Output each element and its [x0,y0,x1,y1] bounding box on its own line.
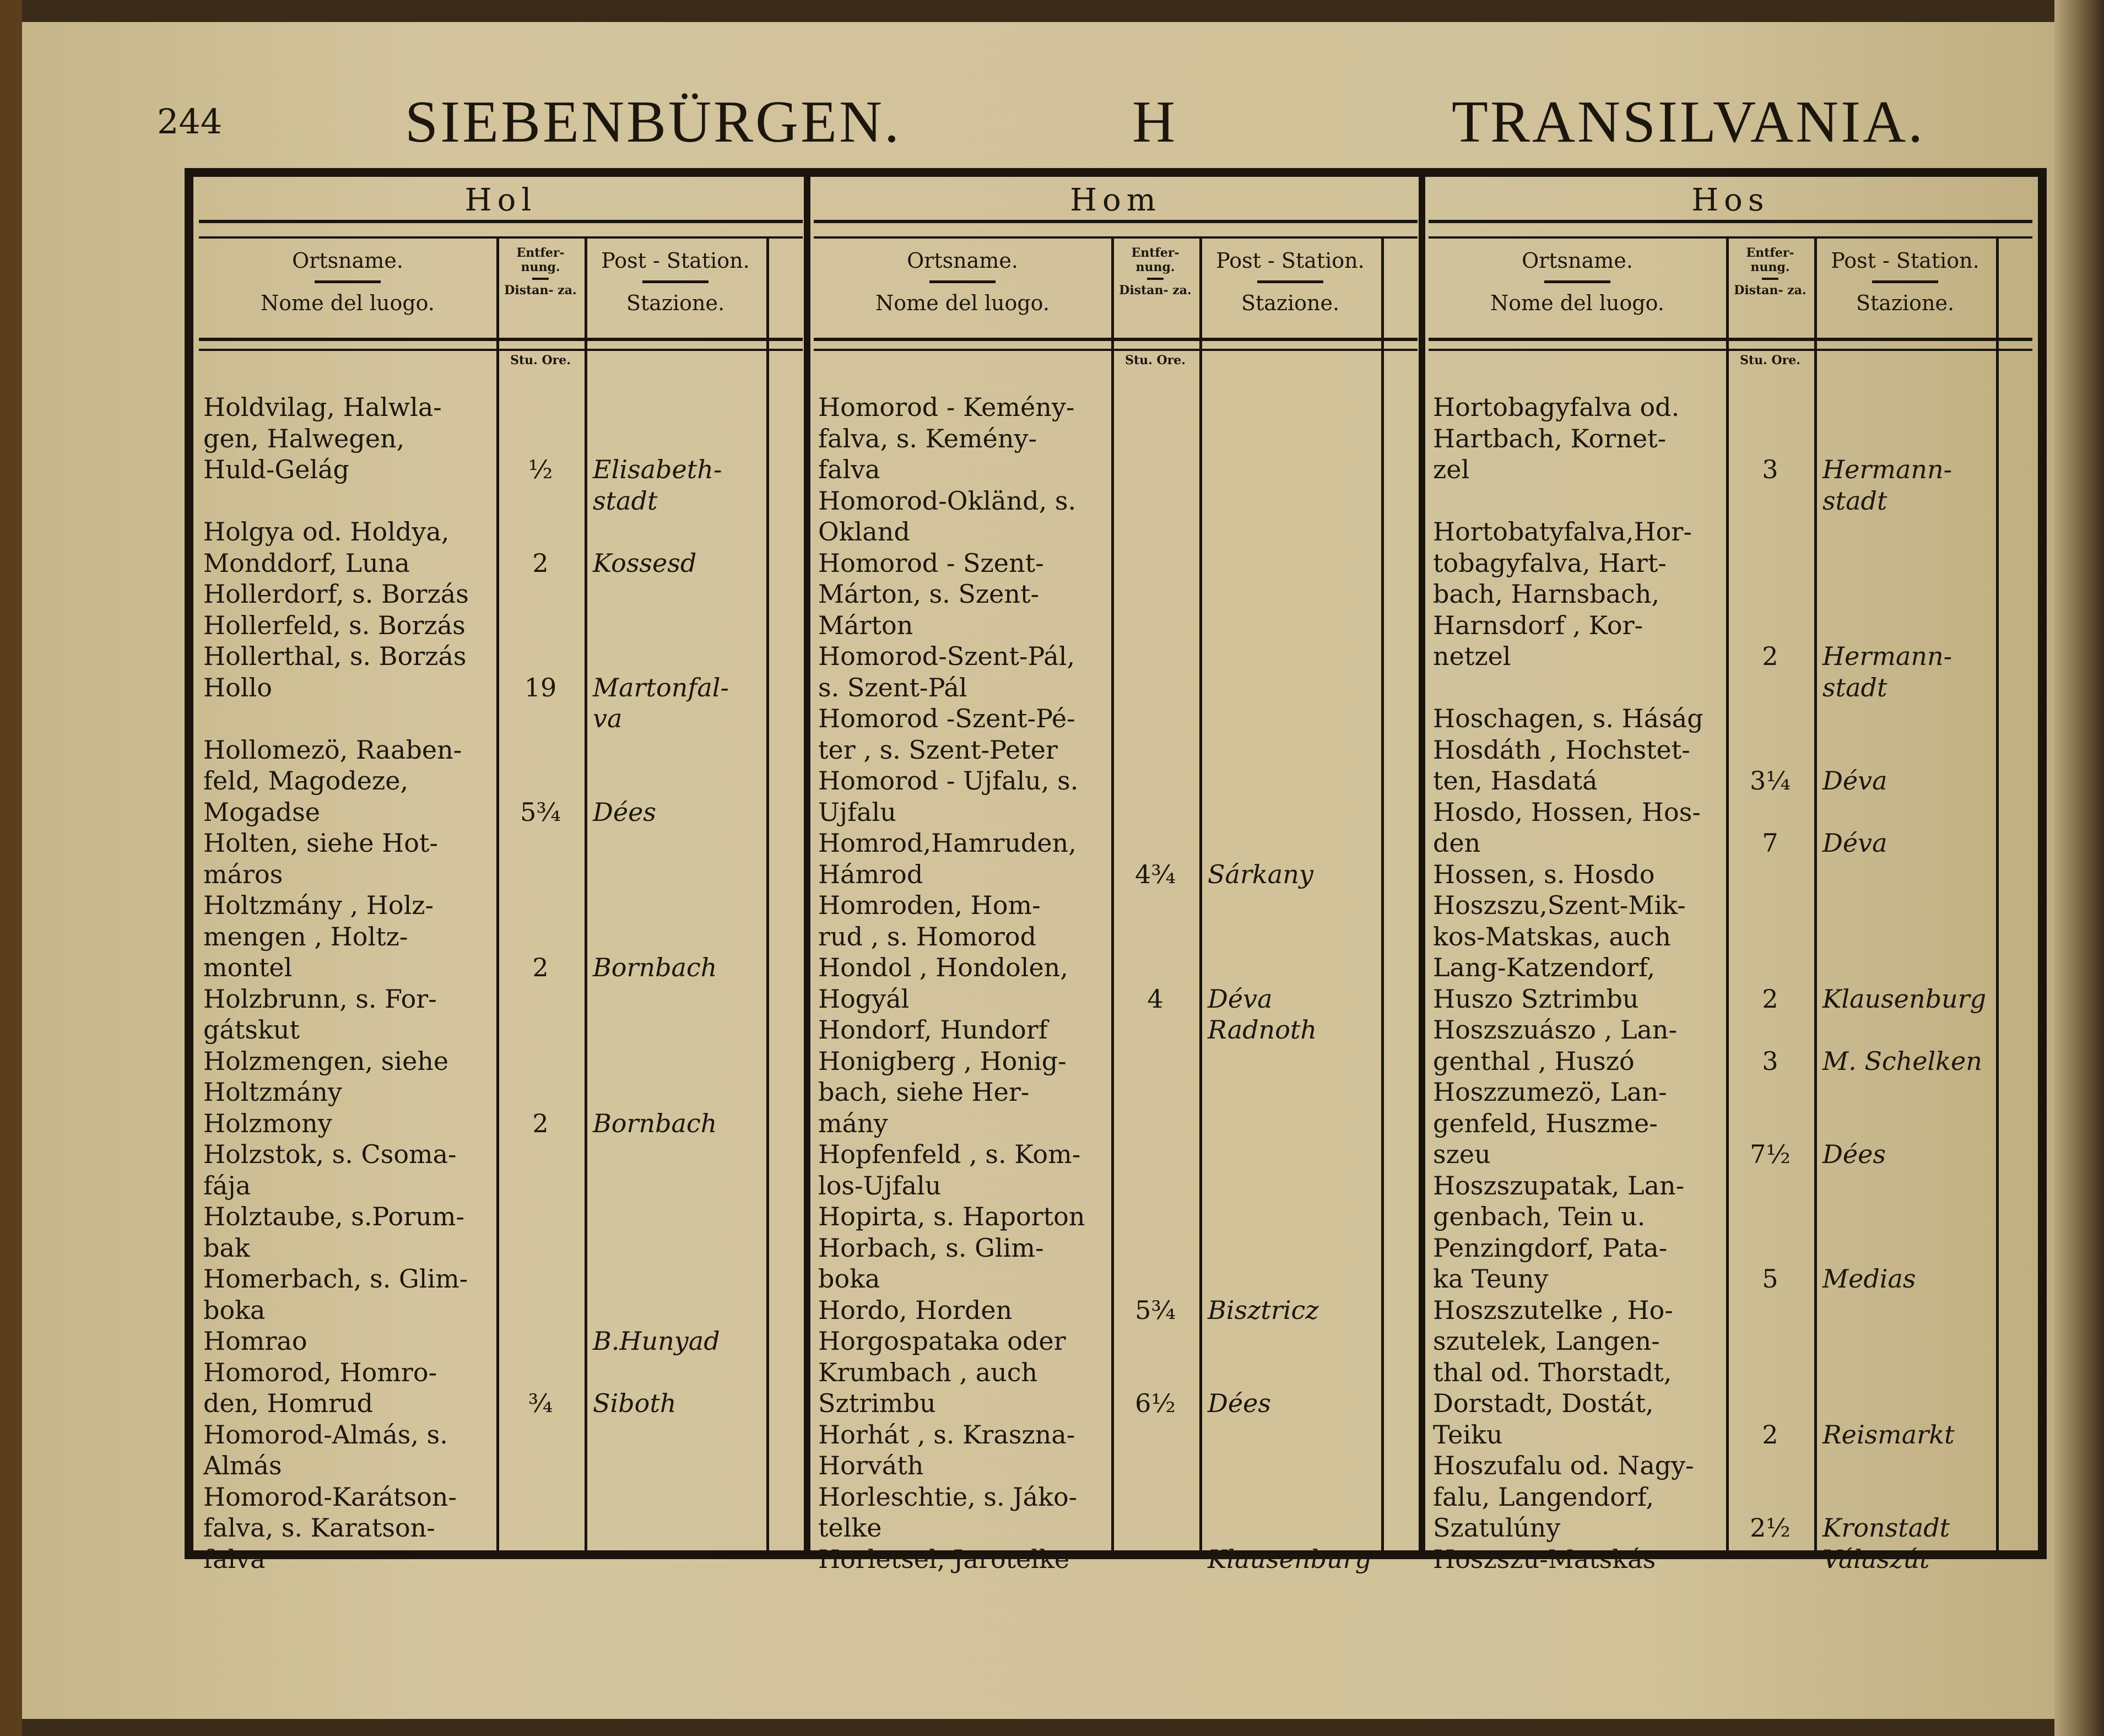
place-name: bach, Harnsbach, [1433,579,1660,609]
place-name: Hortobagyfalva od. [1433,392,1680,422]
place-name: Homorod-Karátson- [203,1481,457,1512]
column-header-dist-it: Distan- za. [1119,283,1192,298]
header-divider [1257,280,1323,283]
place-name: falva, s. Kemény- [818,423,1037,453]
gazetteer-table [185,168,2047,1574]
distance-value: 3¼ [1750,766,1791,796]
header-rule [1429,236,2032,239]
place-name: Hondol , Hondolen, [818,953,1068,982]
place-name: Hossen, s. Hosdo [1433,859,1655,889]
place-name: Hoszszupatak, Lan- [1433,1170,1685,1200]
place-name: mány [818,1108,888,1138]
place-name: den [1433,828,1481,858]
place-name: Huld-Gelág [203,455,349,484]
table-section-hom [814,177,1418,1574]
post-station: Dées [593,797,656,827]
place-name: Holzmony [203,1108,332,1138]
place-name: feld, Magodeze, [203,766,409,796]
header-divider [315,280,381,283]
place-name: Homrao [203,1326,307,1356]
column-header-name-de: Ortsname. [292,248,403,273]
post-station: Bornbach [593,1108,717,1138]
place-name: Horgospataka oder [818,1326,1066,1356]
place-name: falva [203,1544,266,1574]
column-header-distance [1111,246,1199,298]
place-name: Holzstok, s. Csoma- [203,1139,457,1169]
place-name: Honigberg , Honig- [818,1046,1067,1076]
place-name: Holzmengen, siehe [203,1046,449,1076]
post-station: Déva [1822,828,1887,858]
post-station: Válaszút [1822,1544,1930,1574]
distance-unit: Stu. Ore. [1740,353,1800,367]
place-name: kos-Matskas, auch [1433,921,1671,951]
column-header-dist-it: Distan- za. [1734,283,1806,298]
place-name: Horbach, s. Glim- [818,1232,1044,1263]
place-name: los-Ujfalu [818,1170,942,1200]
column-header-post-it: Stazione. [626,291,725,315]
post-station: stadt [1822,485,1887,516]
place-name: fája [203,1170,251,1200]
place-name: montel [203,953,293,982]
place-name: Horletsel, Jarotelke [818,1544,1070,1574]
place-name: Lang-Katzendorf, [1433,953,1656,982]
place-name: Hosdo, Hossen, Hos- [1433,797,1701,827]
header-divider [1147,278,1164,280]
place-name: Hortobatyfalva,Hor- [1433,517,1692,547]
distance-value: 2 [532,953,549,982]
column-divider [766,236,769,1550]
header-divider [642,280,708,283]
title-italian: TRANSILVANIA. [1452,89,1925,155]
place-name: szeu [1433,1139,1491,1169]
place-name: Holdvilag, Halwla- [203,392,442,422]
place-name: Holgya od. Holdya, [203,517,450,547]
column-header-dist-de: Entfer- nung. [516,246,565,274]
place-name: Hoszszu,Szent-Mik- [1433,890,1686,920]
header-rule [199,349,803,351]
post-station: Siboth [593,1388,677,1418]
distance-value: 7½ [1750,1139,1791,1169]
column-header-dist-de: Entfer- nung. [1746,246,1794,274]
distance-value: 4¾ [1135,859,1176,889]
post-station: Kronstadt [1822,1513,1950,1543]
title-german: SIEBENBÜRGEN. [405,89,902,155]
place-name: Hoschagen, s. Háság [1433,704,1703,733]
table-section-hol [199,177,803,1574]
place-name: Hoszszu-Matskás [1433,1544,1656,1574]
place-name: Dorstadt, Dostát, [1433,1388,1654,1418]
distance-value: 3 [1762,1046,1778,1076]
place-name: Hollerthal, s. Borzás [203,641,467,671]
post-station: Medias [1822,1264,1916,1294]
place-name: thal od. Thorstadt, [1433,1357,1672,1387]
column-divider [1726,236,1729,1550]
header-rule [199,220,803,223]
place-name: Teiku [1433,1419,1503,1450]
post-station: stadt [593,485,658,516]
header-rule [1429,349,2032,351]
table-section-hos [1429,177,2032,1574]
place-name: Krumbach , auch [818,1357,1038,1387]
distance-value: 2½ [1750,1513,1791,1543]
place-name: Mogadse [203,797,320,827]
column-header-post-it: Stazione. [1241,291,1340,315]
column-header-distance [1726,246,1814,298]
column-header-distance [496,246,585,298]
place-name: mengen , Holtz- [203,921,408,951]
place-name: Márton [818,610,913,640]
distance-value: ½ [528,455,553,484]
place-name: Hámrod [818,859,923,889]
post-station: Kossesd [593,548,697,578]
place-name: Hollomezö, Raaben- [203,734,462,765]
place-name: Hosdáth , Hochstet- [1433,734,1690,765]
place-name: ter , s. Szent-Peter [818,734,1058,765]
place-name: szutelek, Langen- [1433,1326,1660,1356]
place-name: Ujfalu [818,797,896,827]
place-name: Hollerdorf, s. Borzás [203,579,469,609]
place-name: Homorod-Almás, s. [203,1419,448,1450]
place-name: boka [203,1295,266,1325]
column-header-dist-it: Distan- za. [504,283,577,298]
distance-value: 5¾ [520,797,561,827]
column-header-post-it: Stazione. [1856,291,1955,315]
place-name: Harnsdorf , Kor- [1433,610,1643,640]
header-rule [814,236,1418,239]
column-header-post-de: Post - Station. [1216,248,1365,273]
place-name: Homorod, Homro- [203,1357,437,1387]
book-page-gutter [2054,0,2104,1736]
place-name: Horváth [818,1451,924,1480]
header-rule [814,349,1418,351]
post-station: Sárkany [1208,859,1313,889]
place-name: Homorod-Okländ, s. [818,485,1077,516]
place-name: Monddorf, Luna [203,548,410,578]
place-name: Hollo [203,672,272,702]
post-station: stadt [1822,672,1887,702]
place-name: Homerbach, s. Glim- [203,1264,468,1294]
place-name: Hopirta, s. Haporton [818,1202,1085,1231]
place-name: Márton, s. Szent- [818,579,1040,609]
place-name: Hoszzumezö, Lan- [1433,1077,1667,1107]
header-rule [199,236,803,239]
column-divider [1814,236,1817,1550]
place-name: Hordo, Horden [818,1295,1013,1325]
post-station: Reismarkt [1822,1419,1955,1450]
place-name: Almás [203,1451,282,1480]
header-divider [532,278,549,280]
place-name: tobagyfalva, Hart- [1433,548,1667,578]
post-station: va [593,704,623,733]
page-number: 244 [157,101,223,142]
place-name: Holtzmány , Holz- [203,890,434,920]
column-divider [496,236,499,1550]
column-divider [1381,236,1384,1550]
place-name: Homorod - Szent- [818,548,1044,578]
post-station: Bornbach [593,953,717,982]
column-header-post-de: Post - Station. [1831,248,1979,273]
place-name: Penzingdorf, Pata- [1433,1232,1668,1263]
column-header-name [814,248,1111,315]
section-label: Hol [464,182,537,218]
place-name: máros [203,859,283,889]
post-station: Martonfal- [593,672,729,702]
place-name: Holtzmány [203,1077,342,1107]
header-rule [199,338,803,341]
header-rule [814,338,1418,341]
place-name: falva [818,455,880,484]
distance-value: 7 [1762,828,1778,858]
distance-value: 2 [532,548,549,578]
column-divider [1111,236,1114,1550]
place-name: boka [818,1264,880,1294]
place-name: Homorod-Szent-Pál, [818,641,1075,671]
place-name: Hoszszuászo , Lan- [1433,1015,1678,1045]
distance-value: 6½ [1135,1388,1176,1418]
header-divider [929,280,996,283]
place-name: Szatulúny [1433,1513,1561,1543]
column-divider [1996,236,1999,1550]
column-header-name-it: Nome del luogo. [261,291,435,315]
distance-value: 4 [1147,983,1164,1014]
place-name: Hoszufalu od. Nagy- [1433,1451,1694,1480]
column-header-post-de: Post - Station. [601,248,750,273]
distance-value: 2 [1762,641,1778,671]
post-station: Hermann- [1822,641,1952,671]
place-name: telke [818,1513,882,1543]
section-label: Hom [1070,182,1161,218]
distance-value: 2 [1762,1419,1778,1450]
place-name: Homroden, Hom- [818,890,1041,920]
place-name: Horleschtie, s. Jáko- [818,1481,1078,1512]
post-station: Elisabeth- [593,455,722,484]
column-header-post [1814,248,1996,315]
section-label: Hos [1691,182,1770,218]
place-name: bach, siehe Her- [818,1077,1030,1107]
place-name: Homorod - Kemény- [818,392,1075,422]
post-station: Klausenburg [1822,983,1987,1014]
column-header-dist-de: Entfer- nung. [1131,246,1180,274]
place-name: Hoszszutelke , Ho- [1433,1295,1673,1325]
post-station: Dées [1822,1139,1886,1169]
place-name: Okland [818,517,910,547]
place-name: Horhát , s. Kraszna- [818,1419,1075,1450]
place-name: netzel [1433,641,1511,671]
column-divider [585,236,587,1550]
place-name: rud , s. Homorod [818,921,1037,951]
post-station: Radnoth [1208,1015,1317,1045]
column-header-name-de: Ortsname. [907,248,1018,273]
place-name: Hondorf, Hundorf [818,1015,1048,1045]
post-station: Hermann- [1822,455,1952,484]
header-rule [814,220,1418,223]
post-station: Bisztricz [1208,1295,1319,1325]
place-name: Holztaube, s.Porum- [203,1202,464,1231]
place-name: falu, Langendorf, [1433,1481,1654,1512]
column-header-post [585,248,766,315]
column-header-name-it: Nome del luogo. [1490,291,1664,315]
place-name: zel [1433,455,1470,484]
header-divider [1544,280,1610,283]
place-name: Huszo Sztrimbu [1433,983,1639,1014]
book-binding-left [0,0,22,1736]
place-name: Holten, siehe Hot- [203,828,438,858]
place-name: Hogyál [818,983,910,1014]
header-divider [1872,280,1938,283]
distance-value: 2 [532,1108,549,1138]
place-name: Holzbrunn, s. For- [203,983,437,1014]
post-station: Déva [1208,983,1273,1014]
place-name: Hollerfeld, s. Borzás [203,610,466,640]
distance-unit: Stu. Ore. [1125,353,1186,367]
column-divider [1199,236,1202,1550]
distance-value: ¾ [528,1388,553,1418]
place-name: ka Teuny [1433,1264,1549,1294]
place-name: genfeld, Huszme- [1433,1108,1658,1138]
distance-value: 19 [524,672,557,702]
column-header-name [1429,248,1726,315]
distance-value: 3 [1762,455,1778,484]
title-letter: H [1132,89,1177,155]
place-name: Sztrimbu [818,1388,936,1418]
post-station: M. Schelken [1822,1046,1982,1076]
place-name: bak [203,1232,250,1263]
place-name: falva, s. Karatson- [203,1513,435,1543]
header-rule [1429,338,2032,341]
section-divider [804,177,810,1550]
post-station: Klausenburg [1208,1544,1372,1574]
place-name: Homorod -Szent-Pé- [818,704,1075,733]
post-station: Dées [1208,1388,1271,1418]
place-name: Homorod - Ujfalu, s. [818,766,1079,796]
post-station: Déva [1822,766,1887,796]
column-header-name [199,248,496,315]
place-name: ten, Hasdatá [1433,766,1598,796]
place-name: gátskut [203,1015,300,1045]
distance-value: 2 [1762,983,1778,1014]
distance-value: 5 [1762,1264,1778,1294]
column-header-post [1199,248,1381,315]
header-divider [1762,278,1778,280]
place-name: Hartbach, Kornet- [1433,423,1667,453]
column-header-name-de: Ortsname. [1522,248,1633,273]
place-name: s. Szent-Pál [818,672,967,702]
place-name: den, Homrud [203,1388,374,1418]
header-rule [1429,220,2032,223]
place-name: Homrod,Hamruden, [818,828,1077,858]
section-divider [1419,177,1425,1550]
page-header [157,88,1925,155]
distance-unit: Stu. Ore. [510,353,571,367]
distance-value: 5¾ [1135,1295,1176,1325]
column-header-name-it: Nome del luogo. [875,291,1050,315]
place-name: gen, Halwegen, [203,423,405,453]
place-name: Hopfenfeld , s. Kom- [818,1139,1081,1169]
post-station: B.Hunyad [593,1326,720,1356]
place-name: genthal , Huszó [1433,1046,1635,1076]
place-name: genbach, Tein u. [1433,1202,1646,1231]
